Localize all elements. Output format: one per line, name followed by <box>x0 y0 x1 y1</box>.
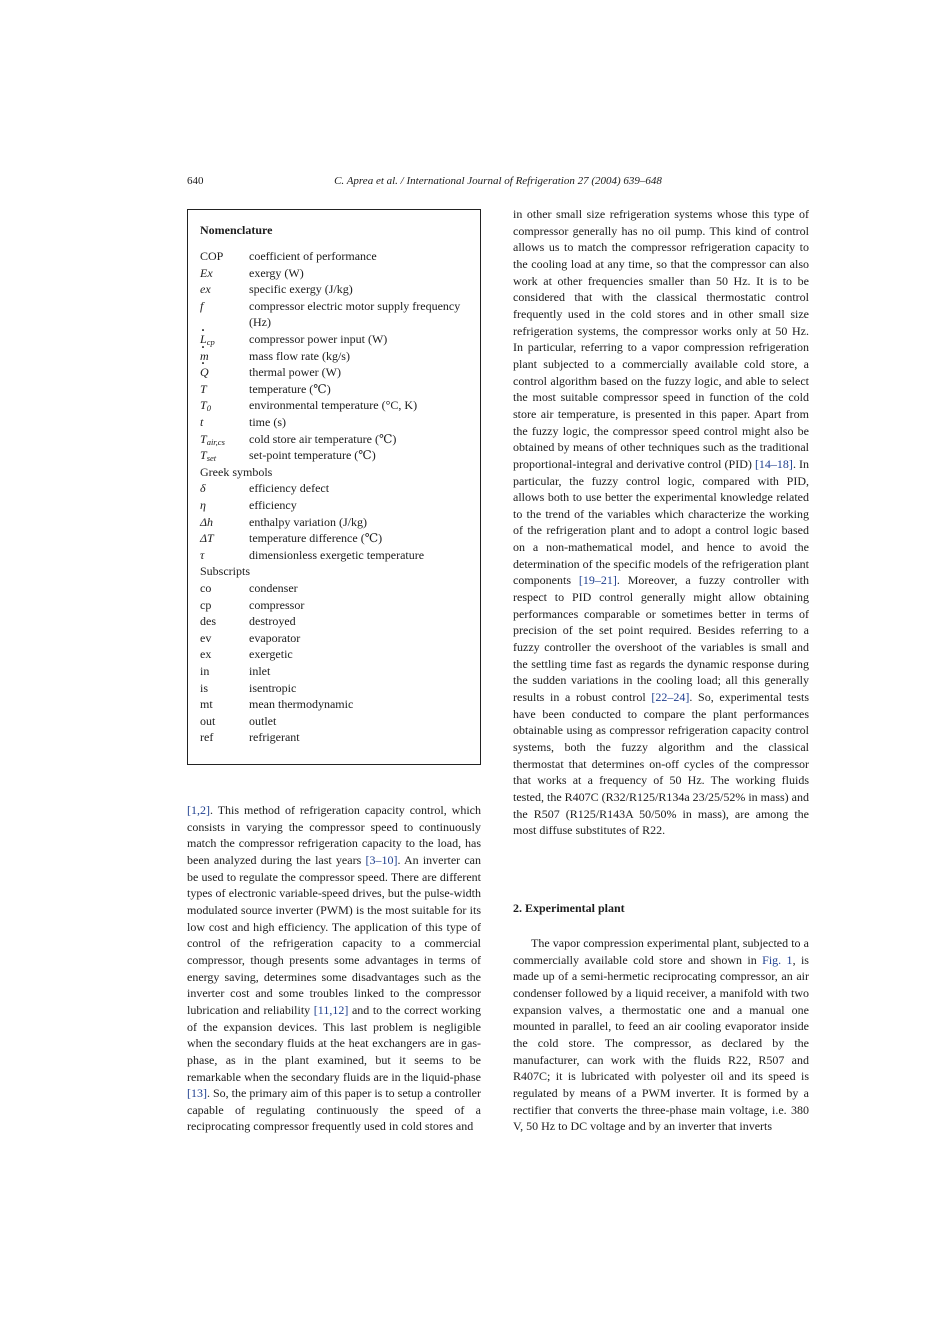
nomenclature-definition: temperature (℃) <box>249 381 331 396</box>
subscript-symbol: cp <box>200 597 212 612</box>
nomenclature-definition: mass flow rate (kg/s) <box>249 348 350 363</box>
greek-entry <box>200 530 476 547</box>
greek-definition: efficiency defect <box>249 481 330 496</box>
figure-link[interactable]: Fig. 1 <box>762 952 793 967</box>
subscript-entry <box>200 646 476 663</box>
citation-link[interactable]: [22–24] <box>651 690 690 705</box>
paragraph-text: . Moreover, a fuzzy controller with respect to PID control generally might allow obtaining performances comparable or sometimes better in terms of precision of the set point required. Besides referring to a fuzzy controller the overshoot of the variables is small and the settling time fast as regards the dynamic response during the sudden variations in the cooling load; all this generally results in a robust control <box>513 573 809 705</box>
greek-symbol: δ <box>200 481 206 496</box>
nomenclature-definition: coefficient of performance <box>249 249 377 263</box>
subscript-entry <box>200 729 476 746</box>
nomenclature-definition: compressor power input (W) <box>249 332 388 346</box>
nomenclature-symbol <box>200 265 213 282</box>
nomenclature-definition: thermal power (W) <box>249 365 341 380</box>
page-number: 640 <box>187 175 204 187</box>
citation-link[interactable]: [14–18] <box>754 456 793 471</box>
paragraph-text: and to the correct working of the expansion devices. This last problem is negligible when the secondary fluids at the heat exchangers are in gas-phase, as in the plant examined, but it seems to be remarkable when the secondary fluids are in the liquid-phase <box>187 1002 482 1084</box>
citation-link[interactable]: [19–21] <box>578 573 617 588</box>
greek-definition: enthalpy variation (J/kg) <box>249 514 367 529</box>
subscript-symbol: out <box>200 713 216 728</box>
nomenclature-entry <box>200 397 476 414</box>
greek-entry <box>200 480 476 497</box>
subscript-entry <box>200 613 476 630</box>
page-header <box>187 175 809 191</box>
subscript-definition: mean thermodynamic <box>249 697 354 712</box>
subscript-definition: isentropic <box>249 680 297 695</box>
subscript-symbol: ex <box>200 647 212 662</box>
subscript-definition: outlet <box>249 713 277 728</box>
nomenclature-definition: set-point temperature (℃) <box>249 448 376 463</box>
greek-symbol: Δh <box>200 514 214 529</box>
nomenclature-definition: environmental temperature (°C, K) <box>249 398 418 413</box>
paragraph-text: . So, experimental tests have been conducted to compare the plant performances obtainable using as compressor refrigeration capacity control systems, both the fuzzy algorithm and the classical thermostat that determines on-off cycles of the compressor that works at a frequency of 50 Hz. The working fluids tested, the R407C (R32/R125/R134a 23/25/52% in mass) and the R507 (R125/R143A 50/50% in mass), are among the most diffuse substitutes of R22. <box>513 690 809 838</box>
subscript-symbol: co <box>200 581 212 595</box>
symbol-base: T <box>200 398 207 413</box>
subscript-entry <box>200 580 476 597</box>
paragraph-text: , is made up of a semi-hermetic reciprocating compressor, an air condenser followed by a liquid receiver, a manifold with two expansion valves, a thermostatic one and a manual one mounted in parallel, to feed an air cooling evaporator inside the cold store. The compressor, as declared by the manufacturer, can work with the fluids R22, R507 and R407C; it is lubricated with polyester oil and its speed is regulated by means of a PWM inverter. It is formed by a rectifier that converts the three-phase main voltage, i.e. 380 V, 50 Hz to DC voltage and by an inverter that inverts <box>513 952 809 1134</box>
symbol-base: · L <box>200 331 207 348</box>
nomenclature-symbol: f <box>200 298 204 313</box>
greek-symbol: ΔT <box>200 531 214 546</box>
subscript-symbol: ref <box>200 730 214 745</box>
right-paragraph <box>513 206 809 839</box>
paragraph-text: . So, the primary aim of this paper is to setup a controller capable of regulating continuously the speed of a reciprocating compressor frequently used in cold stores and <box>187 1086 481 1134</box>
nomenclature-entry <box>200 281 476 298</box>
greek-symbol: η <box>200 498 206 512</box>
nomenclature-entry <box>200 447 476 464</box>
subscript-entry <box>200 630 476 647</box>
nomenclature-entry <box>200 331 476 348</box>
nomenclature-symbol: ex <box>200 282 211 297</box>
citation-link[interactable]: [3–10] <box>365 852 398 867</box>
subscript-entry <box>200 713 476 730</box>
nomenclature-symbol <box>200 364 209 381</box>
section-2-text <box>513 935 809 1135</box>
subscript-entry <box>200 663 476 680</box>
subscript-entry <box>200 597 476 614</box>
nomenclature-box <box>187 209 481 765</box>
nomenclature-definition: (Hz) <box>249 315 271 330</box>
nomenclature-entry <box>200 381 476 398</box>
nomenclature-definition: compressor electric motor supply frequency <box>249 298 461 313</box>
nomenclature-entry <box>200 265 476 282</box>
citation-link[interactable]: [11,12] <box>313 1002 349 1017</box>
symbol-subscript: 0 <box>206 403 211 414</box>
subscript-definition: condenser <box>249 581 298 595</box>
section-heading: 2. Experimental plant <box>513 901 625 915</box>
symbol-base: · m <box>200 348 209 365</box>
symbol-subscript: air,cs <box>206 436 225 447</box>
greek-symbol: τ <box>200 547 205 562</box>
nomenclature-title: Nomenclature <box>200 223 273 237</box>
subscript-definition: refrigerant <box>249 730 300 745</box>
subscripts-title: Subscripts <box>200 564 251 579</box>
nomenclature-entry <box>200 414 476 431</box>
greek-symbols-title: Greek symbols <box>200 464 273 479</box>
paragraph-text: in other small size refrigeration systems whose this type of compressor generally has no oil pump. This kind of control allows us to match the compressor refrigeration capacity to the cooling load at any time, so that the compressor can also work at other frequencies smaller than 50 Hz. It is to be considered that with the classical thermostatic control frequently used in the cold stores and in other small size refrigeration systems, the compressor works only at 50 Hz. In particular, referring to a vapor compression refrigeration plant subjected to a commercially available cold store, a control algorithm based on the fuzzy logic, and able to select the most suitable compressor speed in function of the cold store air temperature, is presented in this paper. Apart from the fuzzy logic, the compressor speed control might also be obtained by means of other techniques such as the traditional proportional-integral and derivative control (PID) <box>513 207 809 471</box>
symbol-base: T <box>200 448 207 463</box>
paragraph-text: . This method of refrigeration capacity control, which consists in varying the compressor speed to continuously match the compressor refrigeration capacity to the load, has been analyzed during the last years <box>187 803 481 867</box>
subscript-definition: compressor <box>249 597 305 612</box>
running-title: C. Aprea et al. / International Journal of Refrigeration 27 (2004) 639–648 <box>334 175 662 187</box>
nomenclature-definition: cold store air temperature (℃) <box>249 431 397 446</box>
nomenclature-entry <box>200 431 476 448</box>
nomenclature-entry <box>200 348 476 365</box>
subscript-definition: evaporator <box>249 630 301 645</box>
nomenclature-symbol: T <box>200 381 207 396</box>
nomenclature-symbol: COP <box>200 249 224 263</box>
subscript-entry <box>200 680 476 697</box>
paragraph-text: The vapor compression experimental plant, subjected to a commercially available cold store and shown in <box>513 936 809 967</box>
subscript-symbol: des <box>200 614 216 629</box>
subscript-symbol: mt <box>200 697 213 712</box>
left-paragraph <box>187 802 481 1135</box>
subscript-definition: exergetic <box>249 647 293 662</box>
citation-link[interactable]: [13] <box>187 1086 207 1101</box>
nomenclature-entry <box>200 248 476 265</box>
left-column-text <box>187 802 481 1135</box>
nomenclature-entry <box>200 298 476 315</box>
symbol-base: T <box>200 431 207 446</box>
subscript-definition: destroyed <box>249 614 296 629</box>
subscript-symbol: in <box>200 664 210 678</box>
greek-entry <box>200 497 476 514</box>
subscript-definition: inlet <box>249 664 271 678</box>
symbol-subscript: set <box>206 453 217 464</box>
nomenclature-symbol: t <box>200 415 204 429</box>
nomenclature-definition: specific exergy (J/kg) <box>249 282 353 297</box>
subscript-entry <box>200 696 476 713</box>
symbol-base: Ex <box>200 265 213 280</box>
section-2-paragraph <box>513 935 809 1135</box>
greek-entry <box>200 514 476 531</box>
nomenclature-entry <box>200 314 476 331</box>
subscript-symbol: ev <box>200 630 212 645</box>
greek-entry <box>200 547 476 564</box>
right-column-text <box>513 206 809 839</box>
greek-definition: efficiency <box>249 498 297 512</box>
greek-definition: dimensionless exergetic temperature <box>249 547 425 562</box>
nomenclature-definition: time (s) <box>249 415 286 429</box>
symbol-subscript: cp <box>206 337 215 347</box>
greek-definition: temperature difference (℃) <box>249 531 383 546</box>
citation-link[interactable]: [1,2] <box>187 803 210 817</box>
nomenclature-entry <box>200 364 476 381</box>
symbol-base: · Q <box>200 364 209 381</box>
subscript-symbol: is <box>200 680 209 695</box>
paragraph-text: . An inverter can be used to regulate the compressor speed. There are different types of electronic variable-speed drives, but the pulse-width modulated source inverter (PWM) is the most suitable for its low cost and high efficiency. The application of this type of control of the refrigeration capacity to a commercial compressor, though presents some advantages in terms of energy saving, determines some disadvantages such as the inverter cost and some troubles linked to the compressor lubrication and reliability <box>187 852 482 1017</box>
nomenclature-definition: exergy (W) <box>249 265 304 280</box>
paragraph-text: . In particular, the fuzzy control logic, compared with PID, allows both to use better the experimental knowledge related to the trend of the variables which characterize the working of the refrigeration plant and to adopt a control logic based on a non-mathematical model, and hence to avoid the determination of the specific models of the refrigeration plant components <box>513 456 810 588</box>
